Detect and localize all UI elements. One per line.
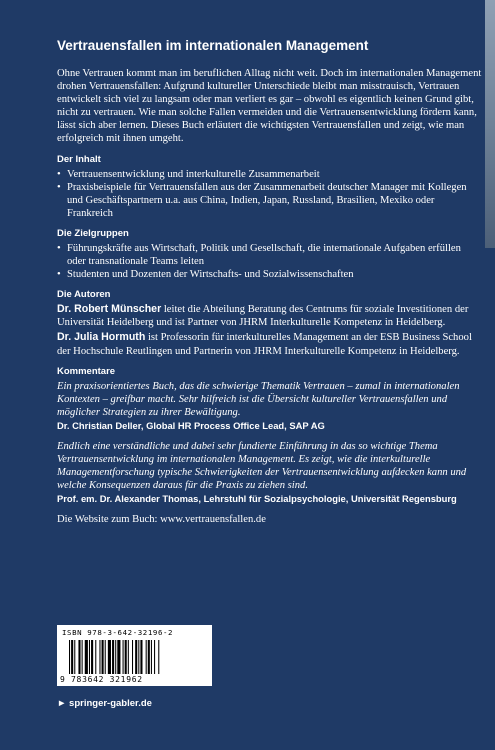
barcode-bar xyxy=(123,640,124,674)
list-item: • Praxisbeispiele für Vertrauensfallen aus der Zusammenarbeit deutscher Manager mit Kollegen und Geschäftspartnern u.a. aus China, Indien, Japan, Russland, Brasilien, Mexiko oder Frankreich xyxy=(57,181,482,220)
author-text: leitet die Abteilung Beratung des Centrums für soziale Investitionen der Universität Heidelberg und ist Partner von JHRM Interkulturelle Kompetenz in Heidelberg. xyxy=(57,304,469,329)
barcode-bar xyxy=(128,640,129,674)
barcode-bar xyxy=(146,640,147,674)
barcode-bar xyxy=(158,640,159,674)
list-item: • Vertrauensentwicklung und interkulturelle Zusammenarbeit xyxy=(57,168,482,181)
inhalt-heading: Der Inhalt xyxy=(57,153,101,165)
barcode-bar xyxy=(95,640,96,674)
author-name: Dr. Julia Hormuth xyxy=(57,331,146,344)
barcode-bar xyxy=(154,640,155,674)
barcode-bar xyxy=(140,640,142,674)
barcode-bar xyxy=(105,640,106,674)
barcode-bar xyxy=(74,640,75,674)
autoren-heading: Die Autoren xyxy=(57,289,111,301)
quote-deller: Ein praxisorientiertes Buch, das die schwierige Thematik Vertrauen – zumal in internationalen Kontexten – greifbar macht. Sehr hilfreich ist die Übersicht kultureller Vertrauensfallen und möglicher Strategien zu ihrer Bewältigung. xyxy=(57,380,460,418)
barcode-bar xyxy=(112,640,114,674)
quote-attribution-thomas: Prof. em. Dr. Alexander Thomas, Lehrstuhl für Sozialpsychologie, Universität Regensburg xyxy=(57,493,457,505)
barcode-bar xyxy=(148,640,150,674)
barcode-bar xyxy=(78,640,80,674)
barcode-bar xyxy=(85,640,88,674)
list-item: • Studenten und Dozenten der Wirtschafts- und Sozialwissenschaften xyxy=(57,268,482,281)
barcode-bars xyxy=(69,640,207,674)
inhalt-list xyxy=(57,168,482,220)
cover-photo-edge xyxy=(485,0,495,248)
author-text: ist Professorin für interkulturelles Management an der ESB Business School der Hochschule Reutlingen und Partnerin von JHRM Interkulturelle Kompetenz in Heidelberg. xyxy=(57,332,472,357)
barcode-bar xyxy=(82,640,83,674)
book-title: Vertrauensfallen im internationalen Management xyxy=(57,38,369,53)
quote-thomas: Endlich eine verständliche und dabei sehr fundierte Einführung in das so wichtige Thema Vertrauensentwicklung im internationalen Management. Es zeigt, wie die interkulturelle Managementforschung typische Schwierigkeiten der Vertrauensentwicklung aufdecken kann und welche Konsequenzen daraus für die Praxis zu ziehen sind. xyxy=(57,440,467,492)
barcode-digits: 9 783642 321962 xyxy=(60,675,143,684)
isbn-barcode xyxy=(57,625,212,686)
list-item: • Führungskräfte aus Wirtschaft, Politik und Gesellschaft, die internationale Aufgaben erfüllen oder transnationale Teams leiten xyxy=(57,242,482,268)
barcode-bar xyxy=(125,640,127,674)
barcode-bar xyxy=(91,640,93,674)
zielgruppen-list xyxy=(57,242,482,281)
barcode-bar xyxy=(69,640,70,674)
author-bio-hormuth xyxy=(57,331,482,357)
intro-paragraph: Ohne Vertrauen kommt man im beruflichen Alltag nicht weit. Doch im internationalen Management drohen Vertrauensfallen: Aufgrund kultureller Unterschiede bleibt man misstrauisch, Vertrauen entwickelt sich viel zu langsam oder man verliert es gar – obwohl es eigentlich keinen Grund gibt, nicht zu vertrauen. Wie man solche Fallen vermeiden und die Vertrauensentwicklung fördern kann, lässt sich aber lernen. Dieses Buch erläutert die wichtigsten Vertrauensfallen und zeigt, wie man erfolgreich mit ihnen umgeht. xyxy=(57,68,482,145)
barcode-bar xyxy=(89,640,90,674)
barcode-bar xyxy=(132,640,133,674)
barcode-bar xyxy=(135,640,137,674)
kommentare-heading: Kommentare xyxy=(57,365,116,377)
isbn-number: ISBN 978-3-642-32196-2 xyxy=(62,628,174,637)
quote-attribution-deller: Dr. Christian Deller, Global HR Process Office Lead, SAP AG xyxy=(57,419,325,431)
back-cover-text xyxy=(57,38,482,526)
zielgruppen-heading: Die Zielgruppen xyxy=(57,227,129,239)
publisher-link[interactable]: ► springer-gabler.de xyxy=(57,698,152,709)
barcode-bar xyxy=(151,640,152,674)
website-line: Die Website zum Buch: www.vertrauensfallen.de xyxy=(57,514,266,526)
author-name: Dr. Robert Münscher xyxy=(57,303,162,316)
barcode-bar xyxy=(102,640,104,674)
barcode-bar xyxy=(115,640,116,674)
barcode-bar xyxy=(117,640,120,674)
barcode-bar xyxy=(138,640,139,674)
author-bio-muenscher xyxy=(57,303,482,329)
barcode-bar xyxy=(71,640,73,674)
barcode-bar xyxy=(99,640,100,674)
barcode-bar xyxy=(108,640,111,674)
